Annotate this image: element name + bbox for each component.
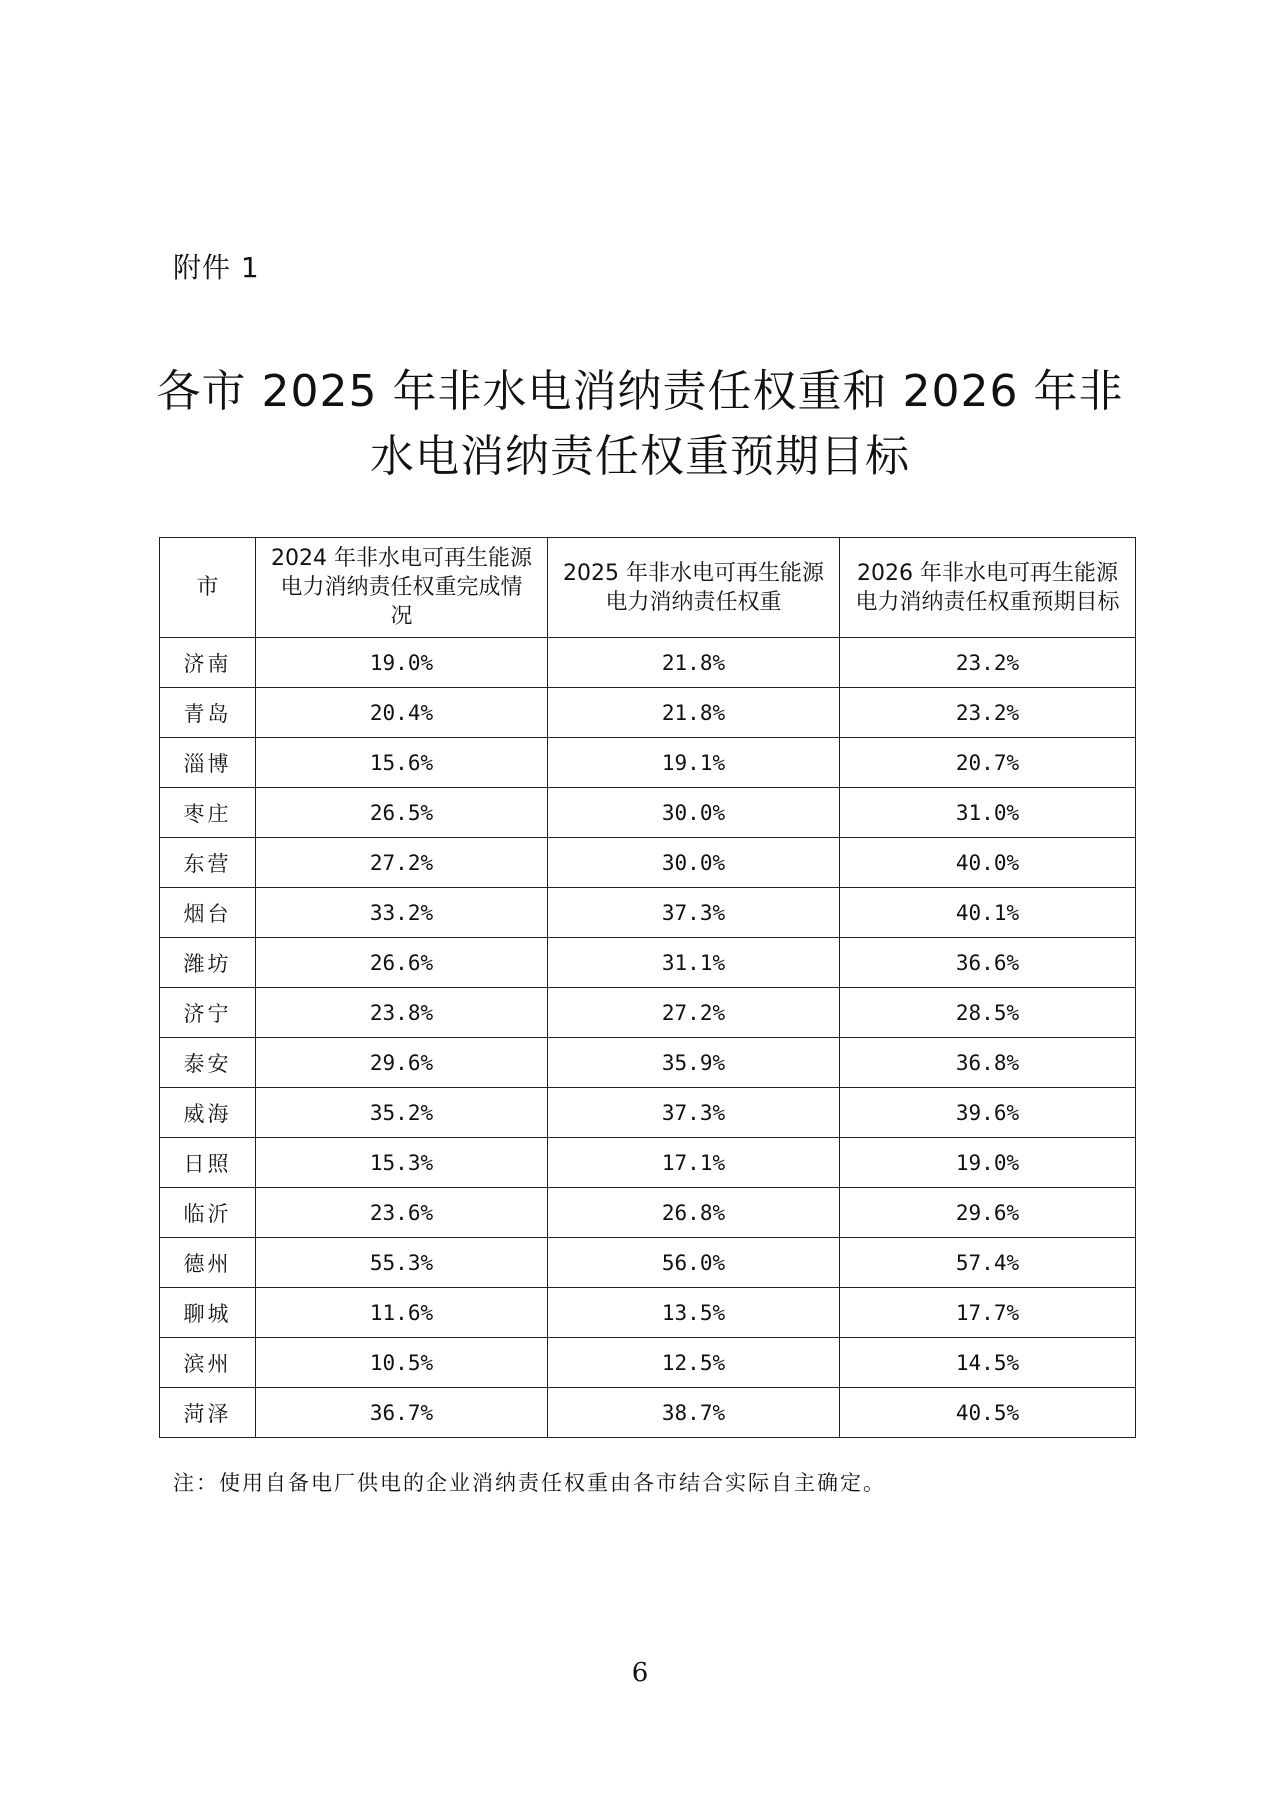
table-row: [160, 1388, 1136, 1438]
table-header-row: [160, 538, 1136, 638]
value-2026-cell: 40.5%: [840, 1388, 1136, 1438]
value-2026-cell: 57.4%: [840, 1238, 1136, 1288]
value-2026-cell: 40.0%: [840, 838, 1136, 888]
table-row: [160, 638, 1136, 688]
document-title-line-1: 各市 2025 年非水电消纳责任权重和 2026 年非: [156, 366, 1124, 417]
value-2024-cell: 23.6%: [256, 1188, 548, 1238]
value-2024-cell: 20.4%: [256, 688, 548, 738]
value-2024-cell: 33.2%: [256, 888, 548, 938]
value-2025-cell: 30.0%: [548, 838, 840, 888]
table-row: [160, 1338, 1136, 1388]
header-city: 市: [160, 538, 256, 638]
value-2024-cell: 15.6%: [256, 738, 548, 788]
header-2024-completion: 2024 年非水电可再生能源电力消纳责任权重完成情况: [256, 538, 548, 638]
table-row: [160, 1238, 1136, 1288]
city-cell: 淄博: [160, 738, 256, 788]
table-row: [160, 888, 1136, 938]
city-cell: 菏泽: [160, 1388, 256, 1438]
city-cell: 威海: [160, 1088, 256, 1138]
city-cell: 临沂: [160, 1188, 256, 1238]
city-cell: 滨州: [160, 1338, 256, 1388]
value-2025-cell: 27.2%: [548, 988, 840, 1038]
value-2024-cell: 55.3%: [256, 1238, 548, 1288]
value-2024-cell: 29.6%: [256, 1038, 548, 1088]
value-2026-cell: 20.7%: [840, 738, 1136, 788]
value-2025-cell: 21.8%: [548, 638, 840, 688]
table-row: [160, 1188, 1136, 1238]
value-2024-cell: 27.2%: [256, 838, 548, 888]
table-row: [160, 988, 1136, 1038]
table-body: [160, 638, 1136, 1438]
weights-table: [159, 537, 1136, 1438]
value-2025-cell: 37.3%: [548, 1088, 840, 1138]
value-2026-cell: 28.5%: [840, 988, 1136, 1038]
city-cell: 济南: [160, 638, 256, 688]
value-2024-cell: 19.0%: [256, 638, 548, 688]
value-2026-cell: 23.2%: [840, 638, 1136, 688]
city-cell: 潍坊: [160, 938, 256, 988]
value-2024-cell: 15.3%: [256, 1138, 548, 1188]
value-2025-cell: 13.5%: [548, 1288, 840, 1338]
value-2024-cell: 26.6%: [256, 938, 548, 988]
value-2026-cell: 36.8%: [840, 1038, 1136, 1088]
table-row: [160, 938, 1136, 988]
value-2025-cell: 35.9%: [548, 1038, 840, 1088]
city-cell: 日照: [160, 1138, 256, 1188]
value-2025-cell: 21.8%: [548, 688, 840, 738]
value-2025-cell: 12.5%: [548, 1338, 840, 1388]
value-2026-cell: 31.0%: [840, 788, 1136, 838]
value-2024-cell: 26.5%: [256, 788, 548, 838]
table-row: [160, 688, 1136, 738]
value-2024-cell: 11.6%: [256, 1288, 548, 1338]
value-2026-cell: 40.1%: [840, 888, 1136, 938]
city-cell: 枣庄: [160, 788, 256, 838]
value-2025-cell: 17.1%: [548, 1138, 840, 1188]
header-2026-target: 2026 年非水电可再生能源电力消纳责任权重预期目标: [840, 538, 1136, 638]
value-2025-cell: 38.7%: [548, 1388, 840, 1438]
value-2026-cell: 39.6%: [840, 1088, 1136, 1138]
value-2024-cell: 10.5%: [256, 1338, 548, 1388]
value-2026-cell: 29.6%: [840, 1188, 1136, 1238]
attachment-label: 附件 1: [173, 251, 260, 284]
value-2025-cell: 19.1%: [548, 738, 840, 788]
table-row: [160, 1038, 1136, 1088]
value-2025-cell: 26.8%: [548, 1188, 840, 1238]
city-cell: 济宁: [160, 988, 256, 1038]
value-2025-cell: 30.0%: [548, 788, 840, 838]
footnote: 注：使用自备电厂供电的企业消纳责任权重由各市结合实际自主确定。: [173, 1471, 886, 1495]
value-2025-cell: 56.0%: [548, 1238, 840, 1288]
value-2024-cell: 23.8%: [256, 988, 548, 1038]
city-cell: 泰安: [160, 1038, 256, 1088]
table-row: [160, 838, 1136, 888]
city-cell: 青岛: [160, 688, 256, 738]
city-cell: 德州: [160, 1238, 256, 1288]
table-row: [160, 1138, 1136, 1188]
value-2024-cell: 35.2%: [256, 1088, 548, 1138]
value-2026-cell: 14.5%: [840, 1338, 1136, 1388]
city-cell: 聊城: [160, 1288, 256, 1338]
value-2026-cell: 23.2%: [840, 688, 1136, 738]
value-2026-cell: 17.7%: [840, 1288, 1136, 1338]
table-row: [160, 1288, 1136, 1338]
table-row: [160, 788, 1136, 838]
document-title-line-2: 水电消纳责任权重预期目标: [370, 431, 910, 482]
city-cell: 烟台: [160, 888, 256, 938]
city-cell: 东营: [160, 838, 256, 888]
value-2026-cell: 19.0%: [840, 1138, 1136, 1188]
value-2025-cell: 31.1%: [548, 938, 840, 988]
value-2026-cell: 36.6%: [840, 938, 1136, 988]
page-number: 6: [631, 1658, 649, 1688]
value-2025-cell: 37.3%: [548, 888, 840, 938]
table-row: [160, 738, 1136, 788]
header-2025-weight: 2025 年非水电可再生能源电力消纳责任权重: [548, 538, 840, 638]
value-2024-cell: 36.7%: [256, 1388, 548, 1438]
table-row: [160, 1088, 1136, 1138]
